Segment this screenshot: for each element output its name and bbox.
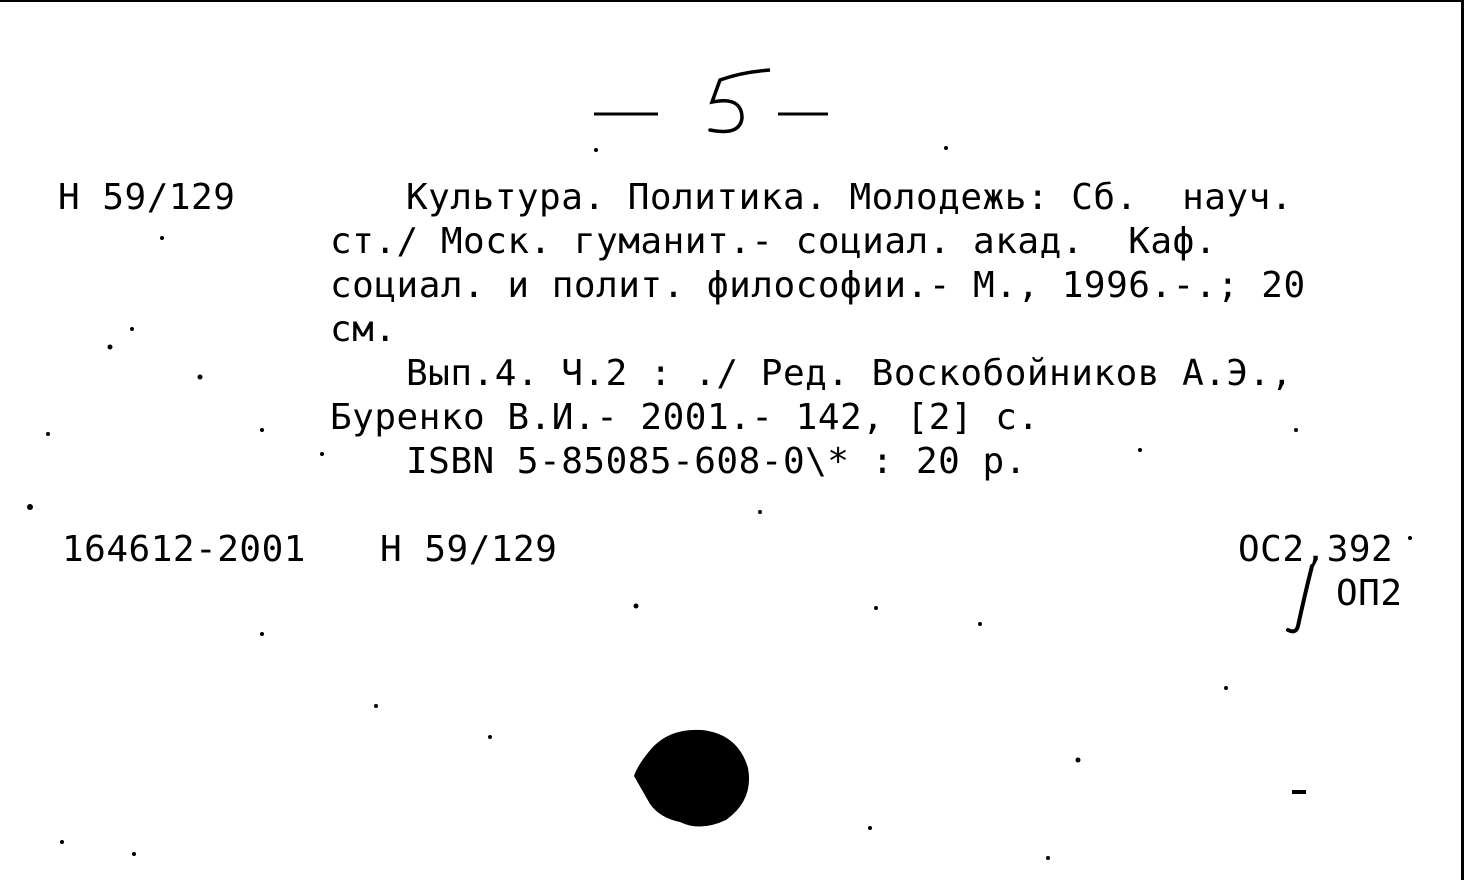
volume-line-1: Вып.4. Ч.2 : ./ Ред. Воскобойников А.Э., bbox=[406, 353, 1293, 394]
punch-hole bbox=[630, 728, 754, 828]
title-line-1: Культура. Политика. Молодежь: Сб. науч. bbox=[406, 177, 1293, 218]
isbn-line: ISBN 5-85085-608-0\* : 20 р. bbox=[406, 441, 1027, 482]
volume-line-2: Буренко В.И.- 2001.- 142, [2] с. bbox=[330, 397, 1040, 438]
pen-mark-icon bbox=[1282, 562, 1322, 638]
location-code-top: ОС2,392 bbox=[1238, 529, 1394, 570]
shelfmark-bottom: Н 59/129 bbox=[380, 529, 558, 570]
handwritten-page-number bbox=[592, 62, 832, 142]
inventory-number: 164612-2001 bbox=[62, 529, 306, 570]
title-line-4: см. bbox=[330, 309, 397, 350]
shelfmark-top: Н 59/129 bbox=[58, 177, 236, 218]
title-line-2: ст./ Моск. гуманит.- социал. акад. Каф. bbox=[330, 221, 1217, 262]
location-code-bottom: ОП2 bbox=[1336, 573, 1403, 614]
title-line-3: социал. и полит. философии.- М., 1996.-.; 20 bbox=[330, 265, 1306, 306]
